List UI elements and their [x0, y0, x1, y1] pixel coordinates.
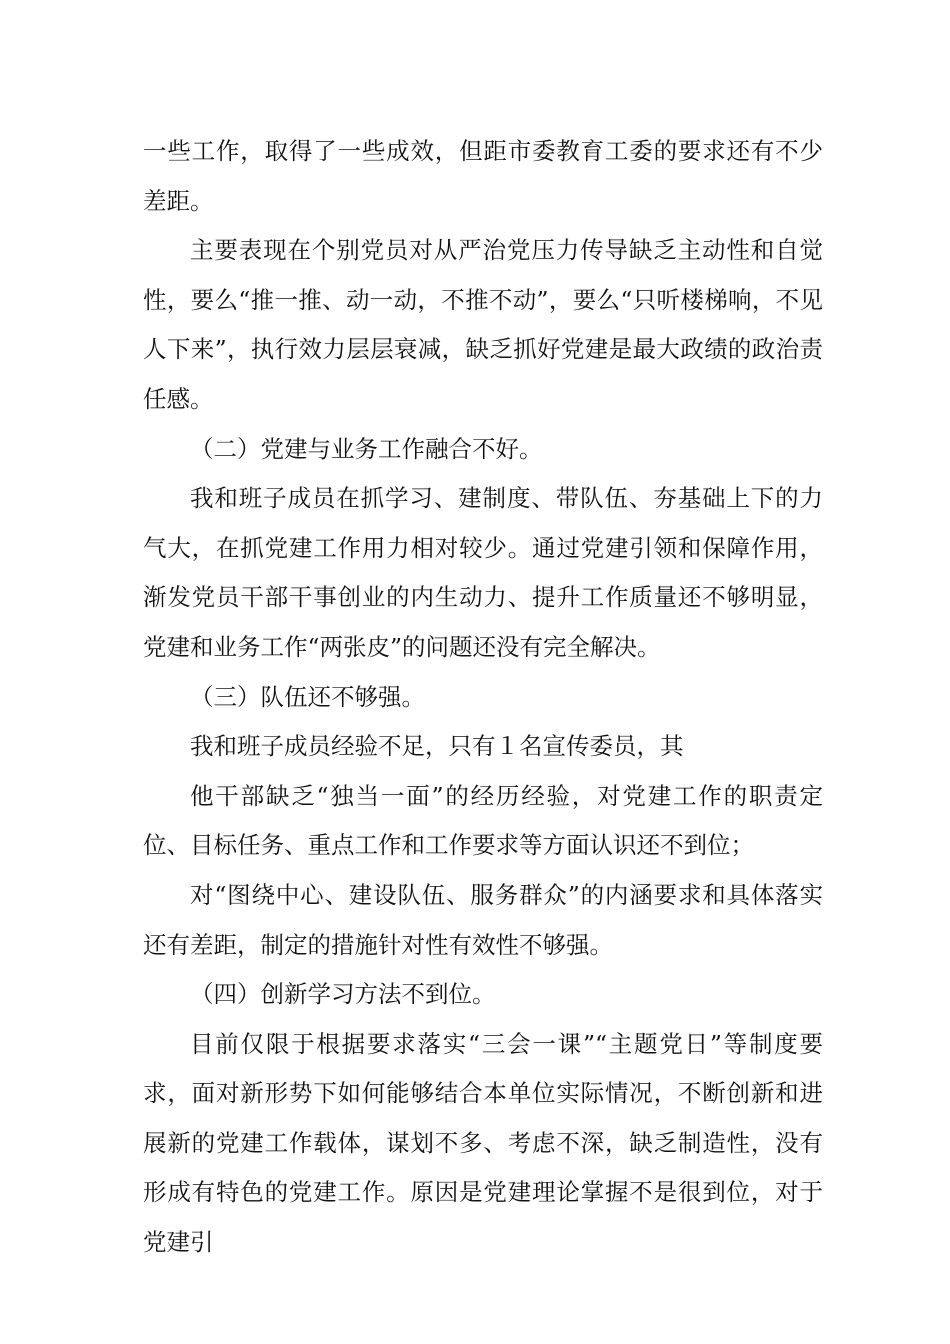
document-body [143, 127, 823, 1268]
paragraph-4: 我和班子成员经验不足，只有１名宣传委员，其 [190, 732, 684, 761]
paragraph-6: 对“图绕中心、建设队伍、服务群众”的内涵要求和具体落实还有差距，制定的措施针对性有效性不够强。 [143, 880, 823, 959]
section-heading-3: （三）队伍还不够强。 [190, 682, 425, 711]
paragraph-1: 一些工作，取得了一些成效，但距市委教育工委的要求还有不少差距。 [143, 137, 823, 215]
section-heading-2: （二）党建与业务工作融合不好。 [190, 434, 543, 463]
section-heading-4: （四）创新学习方法不到位。 [190, 980, 496, 1009]
paragraph-3: 我和班子成员在抓学习、建制度、带队伍、夯基础上下的力气大，在抓党建工作用力相对较少。通过党建引领和保障作用，渐发党员干部干事创业的内生动力、提升工作质量还不够明显，党建和业务工作“两张皮”的问题还没有完全解决。 [143, 484, 823, 661]
paragraph-7: 目前仅限于根据要求落实“三会一课”“主题党日”等制度要求，面对新形势下如何能够结合本单位实际情况，不断创新和进展新的党建工作载体，谋划不多、考虑不深，缺乏制造性，没有形成有特色的党建工作。原因是党建理论掌握不是很到位，对于党建引 [143, 1029, 823, 1257]
paragraph-2: 主要表现在个别党员对从严治党压力传导缺乏主动性和自觉性，要么“推一推、动一动，不推不动”，要么“只听楼梯响，不见人下来”，执行效力层层衰减，缺乏抓好党建是最大政绩的政治责任感。 [143, 236, 823, 413]
paragraph-5: 他干部缺乏“独当一面”的经历经验，对党建工作的职责定位、目标任务、重点工作和工作要求等方面认识还不到位； [143, 781, 823, 860]
